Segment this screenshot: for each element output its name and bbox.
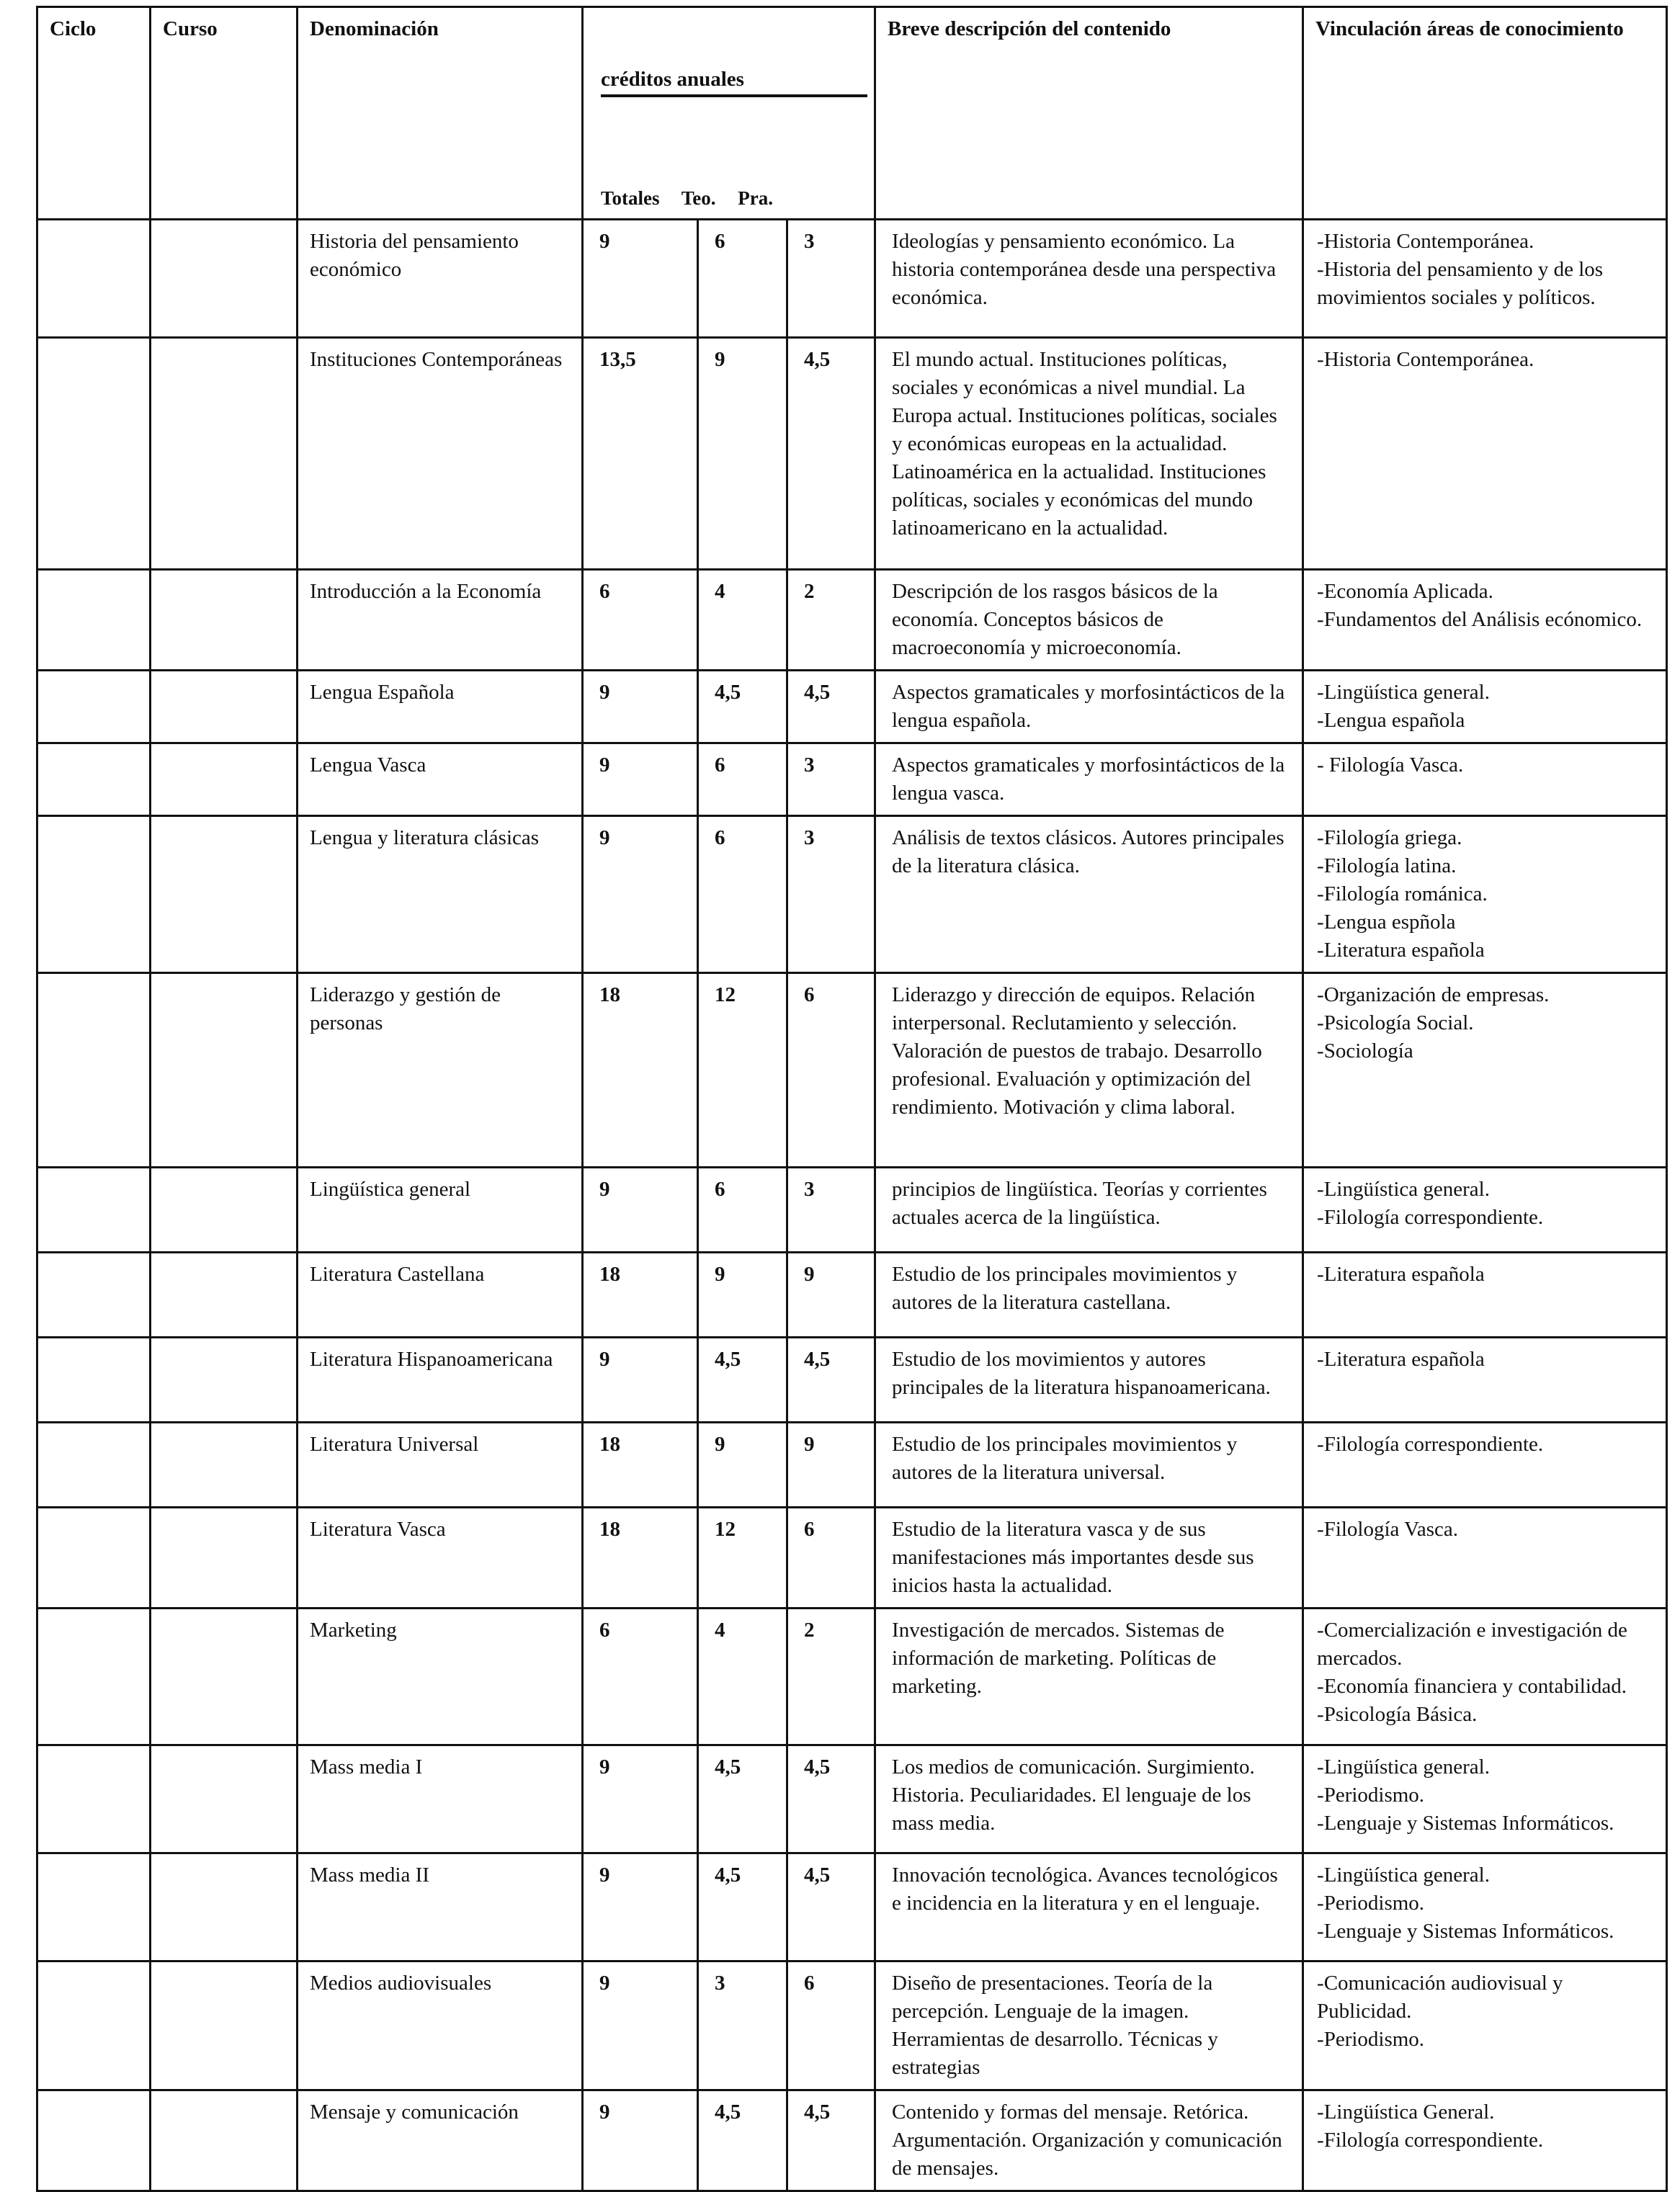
ciclo-cell: [37, 1338, 151, 1423]
vinculacion-cell: [1303, 1508, 1667, 1609]
area-item: -Historia del pensamiento y de los movimientos sociales y políticos.: [1317, 258, 1604, 309]
denominacion-cell: Marketing: [298, 1609, 583, 1745]
denominacion-cell: Literatura Castellana: [298, 1253, 583, 1338]
descripcion-cell: Los medios de comunicación. Surgimiento. Historia. Peculiaridades. El lenguaje de los mass media.: [875, 1745, 1303, 1853]
area-item: -Filología Vasca.: [1317, 1518, 1459, 1541]
ciclo-cell: [37, 220, 151, 338]
creditos-teo-cell: 4: [698, 1609, 787, 1745]
creditos-teo-cell: 9: [698, 338, 787, 570]
curso-cell: [151, 973, 298, 1168]
ciclo-cell: [37, 2090, 151, 2191]
area-item: -Lingüística general.: [1317, 1864, 1490, 1887]
curso-cell: [151, 743, 298, 816]
creditos-pra-cell: 6: [787, 1508, 875, 1609]
table-row: [37, 973, 1667, 1168]
descripcion-cell: Estudio de los principales movimientos y autores de la literatura castellana.: [875, 1253, 1303, 1338]
denominacion-cell: Lengua y literatura clásicas: [298, 816, 583, 973]
curso-cell: [151, 1961, 298, 2090]
creditos-pra-cell: 3: [787, 220, 875, 338]
area-item: -Lenguaje y Sistemas Informáticos.: [1317, 1812, 1614, 1835]
creditos-totales-cell: 18: [583, 1508, 698, 1609]
creditos-totales-cell: 9: [583, 1338, 698, 1423]
denominacion-cell: Lengua Vasca: [298, 743, 583, 816]
area-item: -Organización de empresas.: [1317, 983, 1550, 1006]
creditos-pra-cell: 9: [787, 1253, 875, 1338]
ciclo-cell: [37, 1745, 151, 1853]
creditos-totales-cell: 9: [583, 671, 698, 743]
table-row: [37, 1168, 1667, 1253]
descripcion-cell: Contenido y formas del mensaje. Retórica. Argumentación. Organización y comunicación de mensajes.: [875, 2090, 1303, 2191]
area-item: -Sociología: [1317, 1039, 1413, 1063]
denominacion-cell: Introducción a la Economía: [298, 570, 583, 671]
creditos-teo-cell: 12: [698, 1508, 787, 1609]
curso-cell: [151, 338, 298, 570]
vinculacion-cell: [1303, 1338, 1667, 1423]
area-item: -Filología latina.: [1317, 854, 1457, 877]
curso-cell: [151, 2090, 298, 2191]
area-item: -Psicología Social.: [1317, 1011, 1474, 1034]
ciclo-cell: [37, 1253, 151, 1338]
vinculacion-cell: [1303, 671, 1667, 743]
descripcion-cell: Estudio de los movimientos y autores principales de la literatura hispanoamericana.: [875, 1338, 1303, 1423]
area-item: -Periodismo.: [1317, 1784, 1425, 1807]
table-row: [37, 1961, 1667, 2090]
vinculacion-cell: [1303, 743, 1667, 816]
table-row: [37, 1853, 1667, 1961]
creditos-teo-cell: 6: [698, 743, 787, 816]
descripcion-cell: principios de lingüística. Teorías y corrientes actuales acerca de la lingüística.: [875, 1168, 1303, 1253]
area-item: -Periodismo.: [1317, 1892, 1425, 1915]
denominacion-cell: Historia del pensamiento económico: [298, 220, 583, 338]
creditos-teo-cell: 4,5: [698, 1338, 787, 1423]
header-denominacion: Denominación: [298, 7, 583, 220]
curso-cell: [151, 1253, 298, 1338]
table-row: [37, 220, 1667, 338]
descripcion-cell: Aspectos gramaticales y morfosintácticos de la lengua española.: [875, 671, 1303, 743]
table-row: [37, 570, 1667, 671]
creditos-pra-cell: 4,5: [787, 1853, 875, 1961]
creditos-totales-cell: 6: [583, 1609, 698, 1745]
area-item: -Comercialización e investigación de mercados.: [1317, 1619, 1627, 1670]
creditos-title: créditos anuales: [601, 68, 744, 91]
creditos-totales-cell: 6: [583, 570, 698, 671]
curso-cell: [151, 1423, 298, 1508]
ciclo-cell: [37, 743, 151, 816]
vinculacion-cell: [1303, 1609, 1667, 1745]
area-item: -Psicología Básica.: [1317, 1703, 1478, 1726]
creditos-totales-cell: 9: [583, 1961, 698, 2090]
descripcion-cell: Descripción de los rasgos básicos de la economía. Conceptos básicos de macroeconomía y microeconomía.: [875, 570, 1303, 671]
creditos-teo-cell: 12: [698, 973, 787, 1168]
creditos-teo-cell: 4,5: [698, 1853, 787, 1961]
vinculacion-cell: [1303, 1253, 1667, 1338]
denominacion-cell: Mass media II: [298, 1853, 583, 1961]
area-item: -Literatura española: [1317, 1263, 1485, 1286]
descripcion-cell: Diseño de presentaciones. Teoría de la percepción. Lenguaje de la imagen. Herramientas de desarrollo. Técnicas y estrategias: [875, 1961, 1303, 2090]
header-teo: Teo.: [681, 187, 716, 209]
area-item: -Lengua espñola: [1317, 911, 1456, 934]
table-row: [37, 743, 1667, 816]
creditos-pra-cell: 2: [787, 570, 875, 671]
creditos-pra-cell: 4,5: [787, 1745, 875, 1853]
vinculacion-cell: [1303, 220, 1667, 338]
creditos-totales-cell: 9: [583, 743, 698, 816]
denominacion-cell: Instituciones Contemporáneas: [298, 338, 583, 570]
area-item: -Comunicación audiovisual y Publicidad.: [1317, 1972, 1563, 2023]
creditos-totales-cell: 18: [583, 1423, 698, 1508]
table-body: [37, 220, 1667, 2191]
creditos-teo-cell: 4,5: [698, 671, 787, 743]
creditos-totales-cell: 9: [583, 220, 698, 338]
vinculacion-cell: [1303, 1853, 1667, 1961]
denominacion-cell: Mensaje y comunicación: [298, 2090, 583, 2191]
creditos-totales-cell: 9: [583, 1853, 698, 1961]
creditos-pra-cell: 3: [787, 743, 875, 816]
table-row: [37, 1508, 1667, 1609]
area-item: -Lenguaje y Sistemas Informáticos.: [1317, 1920, 1614, 1943]
denominacion-cell: Liderazgo y gestión de personas: [298, 973, 583, 1168]
creditos-teo-cell: 4,5: [698, 1745, 787, 1853]
table-row: [37, 1745, 1667, 1853]
creditos-totales-cell: 18: [583, 973, 698, 1168]
vinculacion-cell: [1303, 973, 1667, 1168]
curso-cell: [151, 816, 298, 973]
creditos-teo-cell: 9: [698, 1253, 787, 1338]
denominacion-cell: Literatura Hispanoamericana: [298, 1338, 583, 1423]
header-pra: Pra.: [738, 187, 774, 209]
creditos-totales-cell: 9: [583, 816, 698, 973]
creditos-pra-cell: 4,5: [787, 2090, 875, 2191]
creditos-pra-cell: 2: [787, 1609, 875, 1745]
area-item: -Economía financiera y contabilidad.: [1317, 1675, 1627, 1698]
header-descripcion: Breve descripción del contenido: [875, 7, 1303, 220]
curso-cell: [151, 1168, 298, 1253]
denominacion-cell: Lengua Española: [298, 671, 583, 743]
descripcion-cell: El mundo actual. Instituciones políticas, sociales y económicas a nivel mundial. La Europa actual. Instituciones políticas, sociales y económicas europeas en la actualidad. Latinoamérica en la actualidad. Instituciones políticas, sociales y económicas del mundo latinoamericano en la actualidad.: [875, 338, 1303, 570]
curso-cell: [151, 1853, 298, 1961]
vinculacion-cell: [1303, 1745, 1667, 1853]
ciclo-cell: [37, 1508, 151, 1609]
header-totales: Totales: [601, 187, 660, 209]
area-item: -Filología correspondiente.: [1317, 2129, 1544, 2152]
curso-cell: [151, 1745, 298, 1853]
creditos-subheaders: [601, 184, 790, 213]
area-item: -Historia Contemporánea.: [1317, 230, 1534, 253]
area-item: -Filología correspondiente.: [1317, 1206, 1544, 1229]
table-row: [37, 671, 1667, 743]
curso-cell: [151, 671, 298, 743]
table-row: [37, 816, 1667, 973]
creditos-teo-cell: 4: [698, 570, 787, 671]
creditos-teo-cell: 9: [698, 1423, 787, 1508]
area-item: -Literatura española: [1317, 939, 1485, 962]
descripcion-cell: Estudio de los principales movimientos y autores de la literatura universal.: [875, 1423, 1303, 1508]
vinculacion-cell: [1303, 1961, 1667, 2090]
denominacion-cell: Literatura Universal: [298, 1423, 583, 1508]
area-item: - Filología Vasca.: [1317, 753, 1464, 777]
descripcion-cell: Investigación de mercados. Sistemas de información de marketing. Políticas de marketing.: [875, 1609, 1303, 1745]
ciclo-cell: [37, 1609, 151, 1745]
creditos-teo-cell: 6: [698, 816, 787, 973]
header-curso: Curso: [151, 7, 298, 220]
table-row: [37, 1423, 1667, 1508]
document-page: [36, 6, 1666, 2180]
creditos-underline: [601, 94, 867, 97]
creditos-pra-cell: 4,5: [787, 338, 875, 570]
area-item: -Historia Contemporánea.: [1317, 348, 1534, 371]
ciclo-cell: [37, 1423, 151, 1508]
creditos-pra-cell: 6: [787, 1961, 875, 2090]
creditos-totales-cell: 18: [583, 1253, 698, 1338]
curso-cell: [151, 1338, 298, 1423]
ciclo-cell: [37, 338, 151, 570]
ciclo-cell: [37, 1961, 151, 2090]
ciclo-cell: [37, 570, 151, 671]
vinculacion-cell: [1303, 1168, 1667, 1253]
denominacion-cell: Medios audiovisuales: [298, 1961, 583, 2090]
descripcion-cell: Innovación tecnológica. Avances tecnológicos e incidencia en la literatura y en el lenguaje.: [875, 1853, 1303, 1961]
denominacion-cell: Literatura Vasca: [298, 1508, 583, 1609]
descripcion-cell: Análisis de textos clásicos. Autores principales de la literatura clásica.: [875, 816, 1303, 973]
creditos-totales-cell: 13,5: [583, 338, 698, 570]
table-row: [37, 2090, 1667, 2191]
creditos-pra-cell: 3: [787, 1168, 875, 1253]
denominacion-cell: Lingüística general: [298, 1168, 583, 1253]
area-item: -Economía Aplicada.: [1317, 580, 1493, 603]
ciclo-cell: [37, 973, 151, 1168]
creditos-teo-cell: 6: [698, 220, 787, 338]
descripcion-cell: Ideologías y pensamiento económico. La historia contemporánea desde una perspectiva económica.: [875, 220, 1303, 338]
descripcion-cell: Aspectos gramaticales y morfosintácticos de la lengua vasca.: [875, 743, 1303, 816]
header-vinculacion: Vinculación áreas de conocimiento: [1303, 7, 1667, 220]
vinculacion-cell: [1303, 570, 1667, 671]
area-item: -Filología románica.: [1317, 882, 1488, 905]
vinculacion-cell: [1303, 1423, 1667, 1508]
area-item: -Lengua española: [1317, 709, 1465, 732]
area-item: -Literatura española: [1317, 1348, 1485, 1371]
descripcion-cell: Estudio de la literatura vasca y de sus manifestaciones más importantes desde sus inicios hasta la actualidad.: [875, 1508, 1303, 1609]
ciclo-cell: [37, 1168, 151, 1253]
descripcion-cell: Liderazgo y dirección de equipos. Relación interpersonal. Reclutamiento y selección. Valoración de puestos de trabajo. Desarrollo profesional. Evaluación y optimización del rendimiento. Motivación y clima laboral.: [875, 973, 1303, 1168]
creditos-teo-cell: 6: [698, 1168, 787, 1253]
curso-cell: [151, 1508, 298, 1609]
table-row: [37, 338, 1667, 570]
table-row: [37, 1338, 1667, 1423]
denominacion-cell: Mass media I: [298, 1745, 583, 1853]
area-item: -Lingüística general.: [1317, 681, 1490, 704]
creditos-teo-cell: 4,5: [698, 2090, 787, 2191]
plan-table: [36, 6, 1668, 2192]
table-row: [37, 1609, 1667, 1745]
creditos-pra-cell: 4,5: [787, 1338, 875, 1423]
ciclo-cell: [37, 671, 151, 743]
creditos-totales-cell: 9: [583, 1745, 698, 1853]
vinculacion-cell: [1303, 2090, 1667, 2191]
vinculacion-cell: [1303, 816, 1667, 973]
area-item: -Lingüística general.: [1317, 1755, 1490, 1779]
curso-cell: [151, 1609, 298, 1745]
table-row: [37, 1253, 1667, 1338]
area-item: -Lingüística general.: [1317, 1178, 1490, 1201]
area-item: -Fundamentos del Análisis ecónomico.: [1317, 608, 1643, 631]
vinculacion-cell: [1303, 338, 1667, 570]
creditos-totales-cell: 9: [583, 1168, 698, 1253]
area-item: -Filología correspondiente.: [1317, 1433, 1544, 1456]
creditos-pra-cell: 6: [787, 973, 875, 1168]
ciclo-cell: [37, 1853, 151, 1961]
header-row: [37, 7, 1667, 220]
area-item: -Periodismo.: [1317, 2028, 1425, 2051]
creditos-pra-cell: 9: [787, 1423, 875, 1508]
creditos-totales-cell: 9: [583, 2090, 698, 2191]
curso-cell: [151, 220, 298, 338]
ciclo-cell: [37, 816, 151, 973]
creditos-teo-cell: 3: [698, 1961, 787, 2090]
curso-cell: [151, 570, 298, 671]
header-ciclo: Ciclo: [37, 7, 151, 220]
header-creditos: [583, 7, 875, 220]
creditos-pra-cell: 3: [787, 816, 875, 973]
creditos-pra-cell: 4,5: [787, 671, 875, 743]
area-item: -Lingüística General.: [1317, 2101, 1495, 2124]
area-item: -Filología griega.: [1317, 826, 1462, 849]
